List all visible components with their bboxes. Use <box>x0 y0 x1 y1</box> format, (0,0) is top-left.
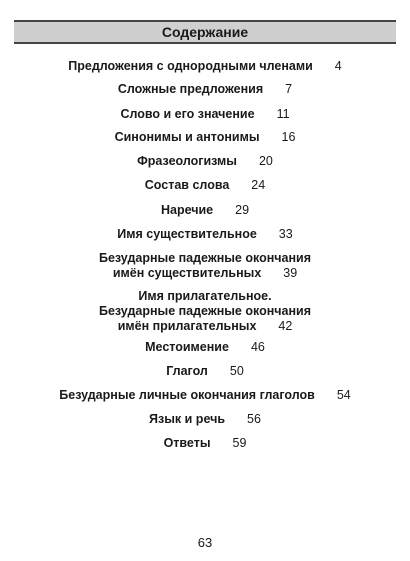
toc-entry-title: Местоимение <box>145 340 229 354</box>
toc-entry[interactable] <box>0 130 410 145</box>
toc-entry[interactable] <box>0 251 410 281</box>
toc-entry-title: Язык и речь <box>149 412 226 426</box>
toc-entry-page: 24 <box>251 178 266 192</box>
toc-entry-title: Состав слова <box>144 178 230 192</box>
toc-entry-title: Слово и его значение <box>120 107 255 121</box>
toc-entry-page: 46 <box>250 340 265 354</box>
toc-entry[interactable] <box>0 289 410 334</box>
toc-entry-page: 20 <box>258 154 273 168</box>
toc-entry-page: 50 <box>229 364 244 378</box>
toc-entry-title: Сложные предложения <box>117 82 264 96</box>
toc-entry-title: Имя прилагательное. <box>138 289 272 303</box>
toc-entry-page: 56 <box>247 412 261 426</box>
toc-entry-page: 39 <box>283 266 298 280</box>
toc-entry[interactable] <box>0 178 410 193</box>
toc-entry-page: 59 <box>232 436 247 450</box>
toc-entry-page: 54 <box>336 388 351 402</box>
toc-entry-title: Безударные падежные окончания <box>98 251 312 265</box>
toc-entry[interactable] <box>0 340 410 355</box>
toc-entry-title: Наречие <box>160 203 214 217</box>
toc-entry[interactable] <box>0 436 410 451</box>
toc-entry[interactable] <box>0 82 410 97</box>
toc-entry[interactable] <box>0 227 410 242</box>
toc-entry[interactable] <box>0 107 410 122</box>
toc-entry-page: 7 <box>285 82 293 96</box>
toc-entry-title: Фразеологизмы <box>137 154 237 168</box>
toc-entry-title: Синонимы и антонимы <box>114 130 260 144</box>
toc-entry-title: Имя существительное <box>117 227 257 241</box>
toc-entry-title: Безударные падежные окончания <box>98 304 312 318</box>
toc-entry[interactable] <box>0 203 410 218</box>
toc-entry-title: Предложения с однородными членами <box>68 59 313 73</box>
toc-entry[interactable] <box>0 412 410 427</box>
toc-entry-title: Безударные личные окончания глаголов <box>59 388 315 402</box>
toc-entry[interactable] <box>0 59 410 74</box>
toc-entry-title: имён прилагательных <box>117 319 257 333</box>
toc-entry-page: 4 <box>334 59 342 73</box>
toc-title: Содержание <box>161 24 249 40</box>
toc-entry-title: Глагол <box>166 364 208 378</box>
toc-entry-title: Ответы <box>163 436 211 450</box>
toc-entry-title: имён существительных <box>112 266 262 280</box>
toc-entry[interactable] <box>0 364 410 379</box>
page-number: 63 <box>197 535 213 550</box>
toc-entry[interactable] <box>0 154 410 169</box>
toc-entry[interactable] <box>0 388 410 403</box>
toc-entry-page: 29 <box>235 203 250 217</box>
toc-entry-page: 16 <box>281 130 296 144</box>
toc-entry-page: 42 <box>278 319 293 333</box>
toc-entry-page: 11 <box>276 107 290 121</box>
toc-entry-page: 33 <box>278 227 293 241</box>
